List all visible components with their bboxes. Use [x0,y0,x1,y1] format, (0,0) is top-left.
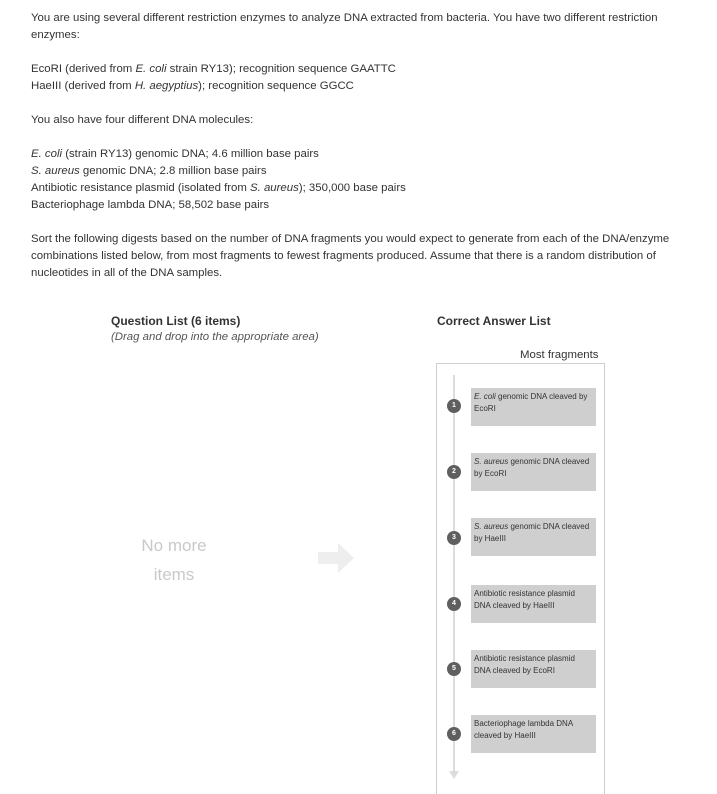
enzyme-ecori: EcoRI (derived from E. coli strain RY13); recognition sequence GAATTC [31,63,396,75]
answer-list-title: Correct Answer List [437,314,551,328]
rank-badge-4: 4 [447,597,461,611]
rank-badge-1: 1 [447,399,461,413]
molecule-saureus: S. aureus genomic DNA; 2.8 million base pairs [31,165,267,177]
molecules-intro: You also have four different DNA molecules: [31,114,254,126]
molecule-ecoli: E. coli (strain RY13) genomic DNA; 4.6 million base pairs [31,148,319,160]
answer-card-4[interactable]: Antibiotic resistance plasmid DNA cleaved by HaeIII [471,585,596,623]
question-list-hint: (Drag and drop into the appropriate area) [111,331,319,343]
rank-badge-2: 2 [447,465,461,479]
molecule-plasmid: Antibiotic resistance plasmid (isolated from S. aureus); 350,000 base pairs [31,182,406,194]
enzyme-haeiii: HaeIII (derived from H. aegyptius); recognition sequence GGCC [31,80,354,92]
intro-text: You are using several different restriction enzymes to analyze DNA extracted from bacteria. You have two different restriction enzymes: [31,12,658,41]
question-list-title: Question List (6 items) [111,314,241,328]
most-fragments-label: Most fragments [520,349,599,361]
molecule-lambda: Bacteriophage lambda DNA; 58,502 base pairs [31,199,270,211]
answer-card-3[interactable]: S. aureus genomic DNA cleaved by HaeIII [471,518,596,556]
rank-badge-5: 5 [447,662,461,676]
answer-card-1[interactable]: E. coli genomic DNA cleaved by EcoRI [471,388,596,426]
answer-card-6[interactable]: Bacteriophage lambda DNA cleaved by HaeIII [471,715,596,753]
question-prompt [31,10,696,282]
rank-badge-3: 3 [447,531,461,545]
down-arrow-icon [449,771,459,779]
empty-line-1: No more [141,536,207,555]
empty-line-2: items [153,565,195,584]
question-list-empty [118,531,230,589]
instructions-text: Sort the following digests based on the number of DNA fragments you would expect to generate from each of the DNA/enzyme combinations listed below, from most fragments to fewest fragments produced. Assume that there is a random distribution of nucleotides in all of the DNA samples. [31,233,670,279]
answer-card-2[interactable]: S. aureus genomic DNA cleaved by EcoRI [471,453,596,491]
answer-card-5[interactable]: Antibiotic resistance plasmid DNA cleaved by EcoRI [471,650,596,688]
rank-badge-6: 6 [447,727,461,741]
right-arrow-icon [316,541,356,575]
order-track [453,375,455,775]
